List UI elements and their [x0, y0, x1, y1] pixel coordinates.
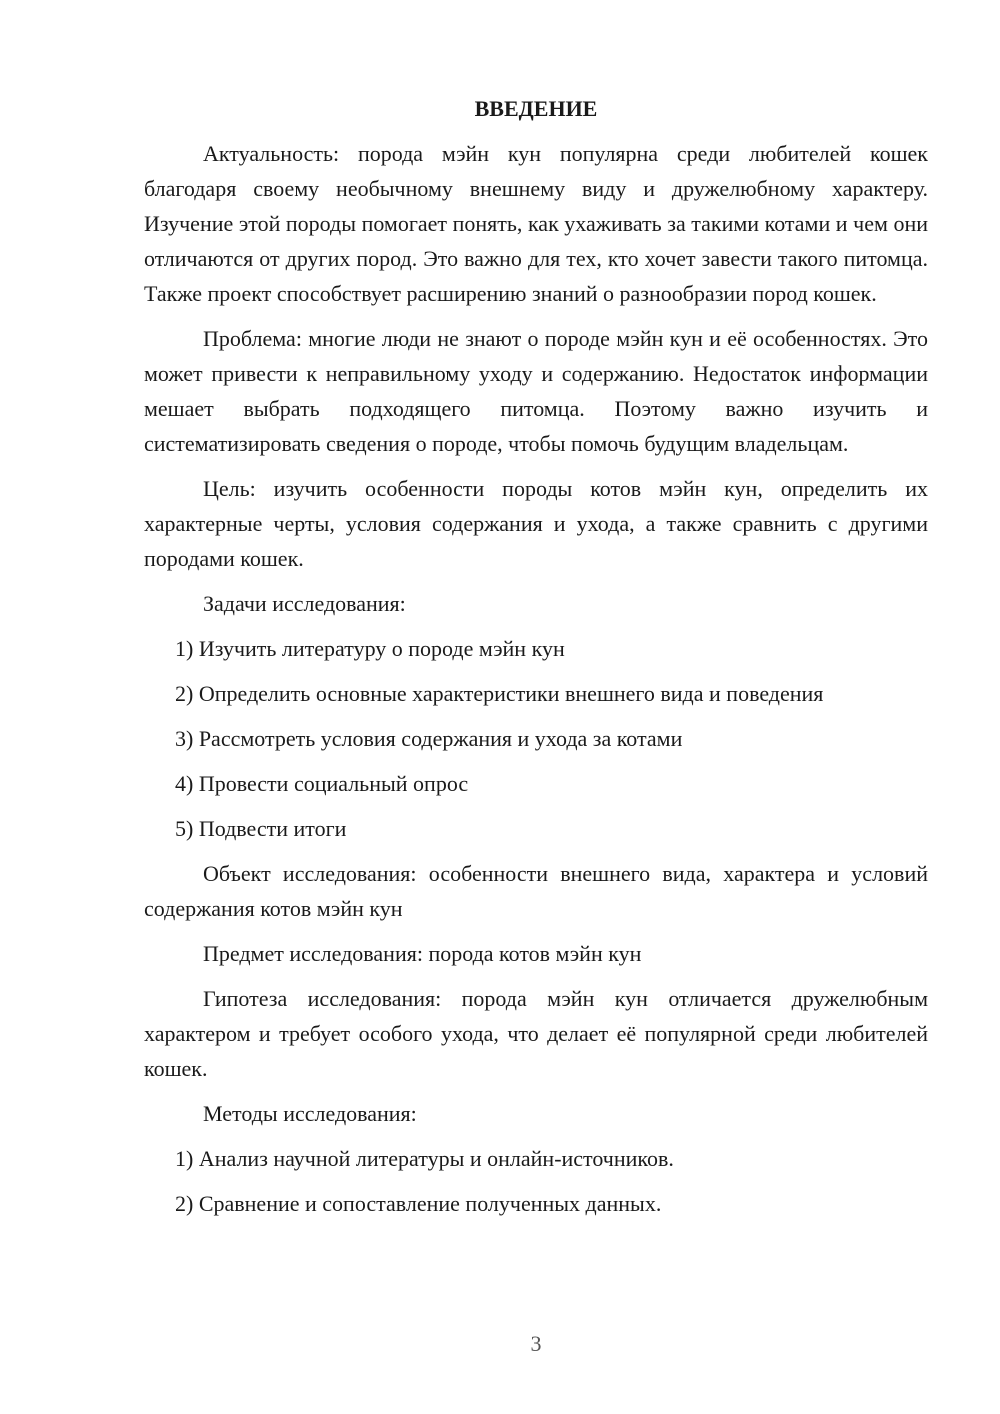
object-paragraph: Объект исследования: особенности внешнего вида, характера и условий содержания котов мэйн кун [144, 861, 928, 921]
methods-heading: Методы исследования: [203, 1101, 417, 1126]
method-item: 2) Сравнение и сопоставление полученных данных. [175, 1191, 662, 1216]
task-item: 1) Изучить литературу о породе мэйн кун [175, 636, 565, 661]
task-item: 2) Определить основные характеристики внешнего вида и поведения [175, 681, 824, 706]
problem-paragraph: Проблема: многие люди не знают о породе мэйн кун и её особенностях. Это может привести к неправильному уходу и содержанию. Недостаток информации мешает выбрать подходящего питомца. Поэтому важно изучить и систематизировать сведения о породе, чтобы помочь будущим владельцам. [144, 326, 928, 456]
relevance-paragraph: Актуальность: порода мэйн кун популярна среди любителей кошек благодаря своему необычному внешнему виду и дружелюбному характеру. Изучение этой породы помогает понять, как ухаживать за такими котами и чем они отличаются от других пород. Это важно для тех, кто хочет завести такого питомца. Также проект способствует расширению знаний о разнообразии пород кошек. [144, 141, 928, 306]
hypothesis-paragraph: Гипотеза исследования: порода мэйн кун отличается дружелюбным характером и требует особого ухода, что делает её популярной среди любителей кошек. [144, 986, 928, 1081]
document-page [144, 94, 928, 1231]
goal-paragraph: Цель: изучить особенности породы котов мэйн кун, определить их характерные черты, условия содержания и ухода, а также сравнить с другими породами кошек. [144, 476, 928, 571]
tasks-heading: Задачи исследования: [203, 591, 406, 616]
task-item: 4) Провести социальный опрос [175, 771, 469, 796]
page-number: 3 [530, 1331, 542, 1356]
method-item: 1) Анализ научной литературы и онлайн-источников. [175, 1146, 674, 1171]
task-item: 3) Рассмотреть условия содержания и ухода за котами [175, 726, 683, 751]
task-item: 5) Подвести итоги [175, 816, 347, 841]
page-title: ВВЕДЕНИЕ [474, 96, 598, 121]
subject-paragraph: Предмет исследования: порода котов мэйн кун [203, 941, 642, 966]
